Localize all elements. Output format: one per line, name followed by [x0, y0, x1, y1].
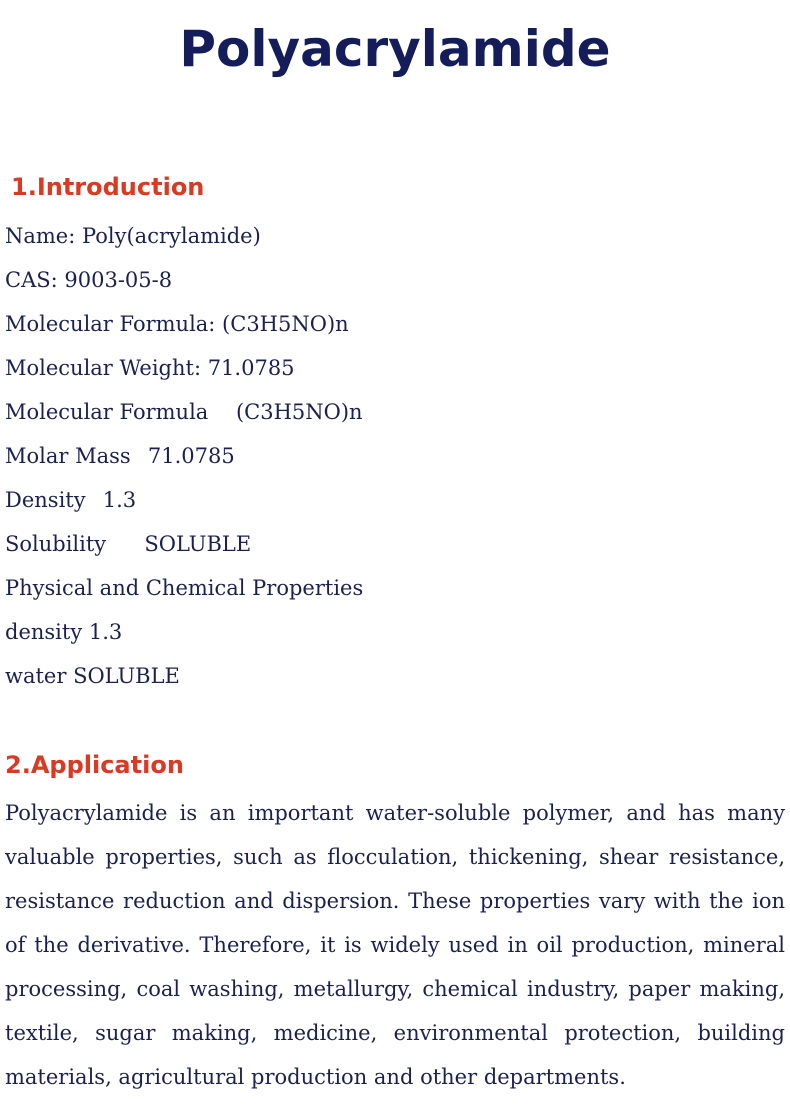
intro-line-molecular-formula-2: Molecular Formula (C3H5NO)n — [5, 400, 363, 424]
application-paragraph: Polyacrylamide is an important water-soluble polymer, and has many valuable properties, such as flocculation, thickening, shear resistance, resistance reduction and dispersion. These properties vary with the ion of the derivative. Therefore, it is widely used in oil production, mineral processing, coal washing, metallurgy, chemical industry, paper making, textile, sugar making, medicine, environmental protection, building materials, agricultural production and other departments. — [5, 801, 785, 1089]
introduction-list — [5, 214, 785, 698]
intro-line-molecular-formula: Molecular Formula: (C3H5NO)n — [5, 312, 349, 336]
intro-line-solubility: Solubility SOLUBLE — [5, 532, 252, 556]
application-heading: 2.Application — [5, 751, 184, 779]
page-title: Polyacrylamide — [179, 20, 611, 78]
intro-line-density: Density 1.3 — [5, 488, 137, 512]
intro-line-density-2: density 1.3 — [5, 620, 123, 644]
intro-line-molar-mass: Molar Mass 71.0785 — [5, 444, 235, 468]
intro-line-name: Name: Poly(acrylamide) — [5, 224, 261, 248]
intro-line-molecular-weight: Molecular Weight: 71.0785 — [5, 356, 295, 380]
intro-line-water: water SOLUBLE — [5, 664, 180, 688]
intro-line-properties-heading: Physical and Chemical Properties — [5, 576, 364, 600]
intro-line-cas: CAS: 9003-05-8 — [5, 268, 173, 292]
introduction-heading: 1.Introduction — [11, 173, 205, 201]
